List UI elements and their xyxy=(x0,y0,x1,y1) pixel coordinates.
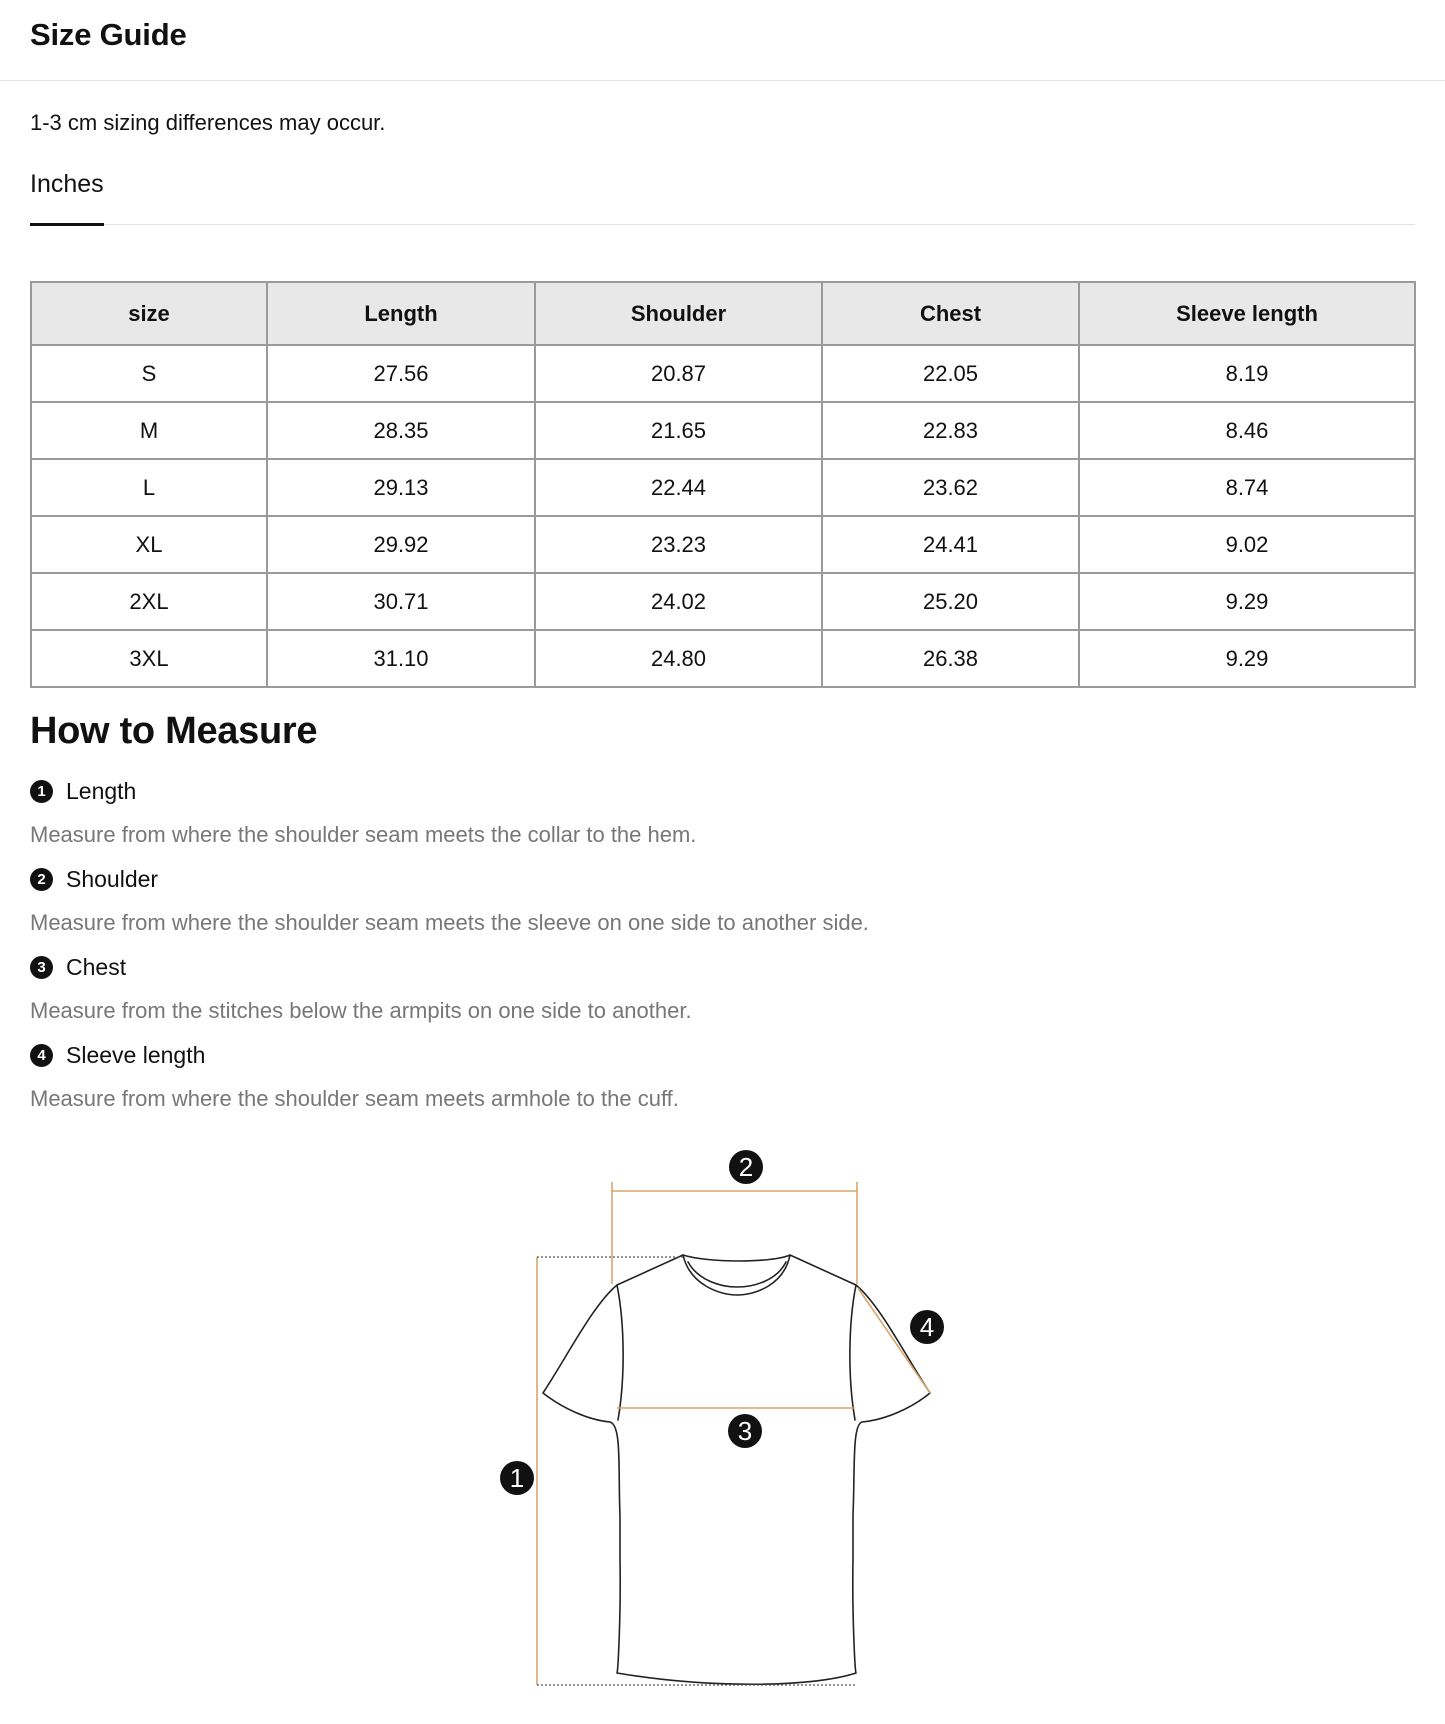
number-badge-icon: 2 xyxy=(30,868,53,891)
table-header-row xyxy=(31,282,1415,345)
table-row xyxy=(31,516,1415,573)
table-cell: XL xyxy=(31,516,267,573)
size-table xyxy=(30,281,1416,688)
table-cell: 2XL xyxy=(31,573,267,630)
table-cell: L xyxy=(31,459,267,516)
measure-label: Shoulder xyxy=(66,865,159,892)
table-cell: M xyxy=(31,402,267,459)
table-cell: 3XL xyxy=(31,630,267,687)
table-cell: 22.83 xyxy=(822,402,1079,459)
measure-item-chest xyxy=(30,943,1415,1031)
table-cell: 8.19 xyxy=(1079,345,1415,402)
number-badge-icon: 4 xyxy=(30,1044,53,1067)
measure-label: Length xyxy=(66,777,137,804)
table-cell: S xyxy=(31,345,267,402)
column-header-length: Length xyxy=(267,282,535,345)
table-row xyxy=(31,573,1415,630)
column-header-size: size xyxy=(31,282,267,345)
callout-3 xyxy=(728,1414,762,1448)
measure-label: Chest xyxy=(66,953,127,980)
table-cell: 26.38 xyxy=(822,630,1079,687)
page-title: Size Guide xyxy=(30,17,187,52)
table-row xyxy=(31,402,1415,459)
table-cell: 8.46 xyxy=(1079,402,1415,459)
callout-1 xyxy=(500,1461,534,1495)
table-cell: 23.23 xyxy=(535,516,822,573)
tshirt-diagram-svg xyxy=(470,1140,970,1700)
how-to-measure-title: How to Measure xyxy=(30,710,318,752)
table-row xyxy=(31,459,1415,516)
callout-number: 2 xyxy=(738,1152,754,1182)
table-cell: 23.62 xyxy=(822,459,1079,516)
table-cell: 9.02 xyxy=(1079,516,1415,573)
number-badge-icon: 1 xyxy=(30,780,53,803)
column-header-shoulder: Shoulder xyxy=(535,282,822,345)
size-guide-content xyxy=(0,110,1445,1119)
table-cell: 9.29 xyxy=(1079,630,1415,687)
table-row xyxy=(31,345,1415,402)
tshirt-measure-diagram xyxy=(470,1140,970,1700)
callout-number: 3 xyxy=(737,1416,753,1446)
column-header-chest: Chest xyxy=(822,282,1079,345)
table-cell: 22.05 xyxy=(822,345,1079,402)
measure-instructions xyxy=(30,767,1415,1119)
table-row xyxy=(31,630,1415,687)
tab-inches[interactable]: Inches xyxy=(30,170,104,225)
measure-item-sleeve-length xyxy=(30,1031,1415,1119)
measure-description: Measure from where the shoulder seam meets the collar to the hem. xyxy=(30,822,697,847)
sizing-note: 1-3 cm sizing differences may occur. xyxy=(30,110,386,135)
tshirt-outline-icon xyxy=(543,1255,930,1684)
table-cell: 29.13 xyxy=(267,459,535,516)
measure-description: Measure from where the shoulder seam meets the sleeve on one side to another side. xyxy=(30,910,869,935)
measure-description: Measure from the stitches below the armpits on one side to another. xyxy=(30,998,692,1023)
measure-item-shoulder xyxy=(30,855,1415,943)
number-badge-icon: 3 xyxy=(30,956,53,979)
table-cell: 21.65 xyxy=(535,402,822,459)
table-cell: 27.56 xyxy=(267,345,535,402)
table-cell: 8.74 xyxy=(1079,459,1415,516)
table-cell: 24.02 xyxy=(535,573,822,630)
callout-number: 4 xyxy=(919,1312,935,1342)
measure-item-length xyxy=(30,767,1415,855)
modal-header xyxy=(0,0,1445,81)
table-cell: 24.80 xyxy=(535,630,822,687)
measure-label: Sleeve length xyxy=(66,1041,206,1068)
table-cell: 31.10 xyxy=(267,630,535,687)
callout-number: 1 xyxy=(509,1463,525,1493)
measure-description: Measure from where the shoulder seam meets armhole to the cuff. xyxy=(30,1086,679,1111)
table-cell: 25.20 xyxy=(822,573,1079,630)
column-header-sleeve-length: Sleeve length xyxy=(1079,282,1415,345)
unit-tabs xyxy=(30,170,1415,225)
table-cell: 30.71 xyxy=(267,573,535,630)
table-cell: 22.44 xyxy=(535,459,822,516)
callout-4 xyxy=(910,1310,944,1344)
table-cell: 24.41 xyxy=(822,516,1079,573)
table-cell: 9.29 xyxy=(1079,573,1415,630)
table-cell: 28.35 xyxy=(267,402,535,459)
callout-2 xyxy=(729,1150,763,1184)
table-cell: 29.92 xyxy=(267,516,535,573)
table-cell: 20.87 xyxy=(535,345,822,402)
